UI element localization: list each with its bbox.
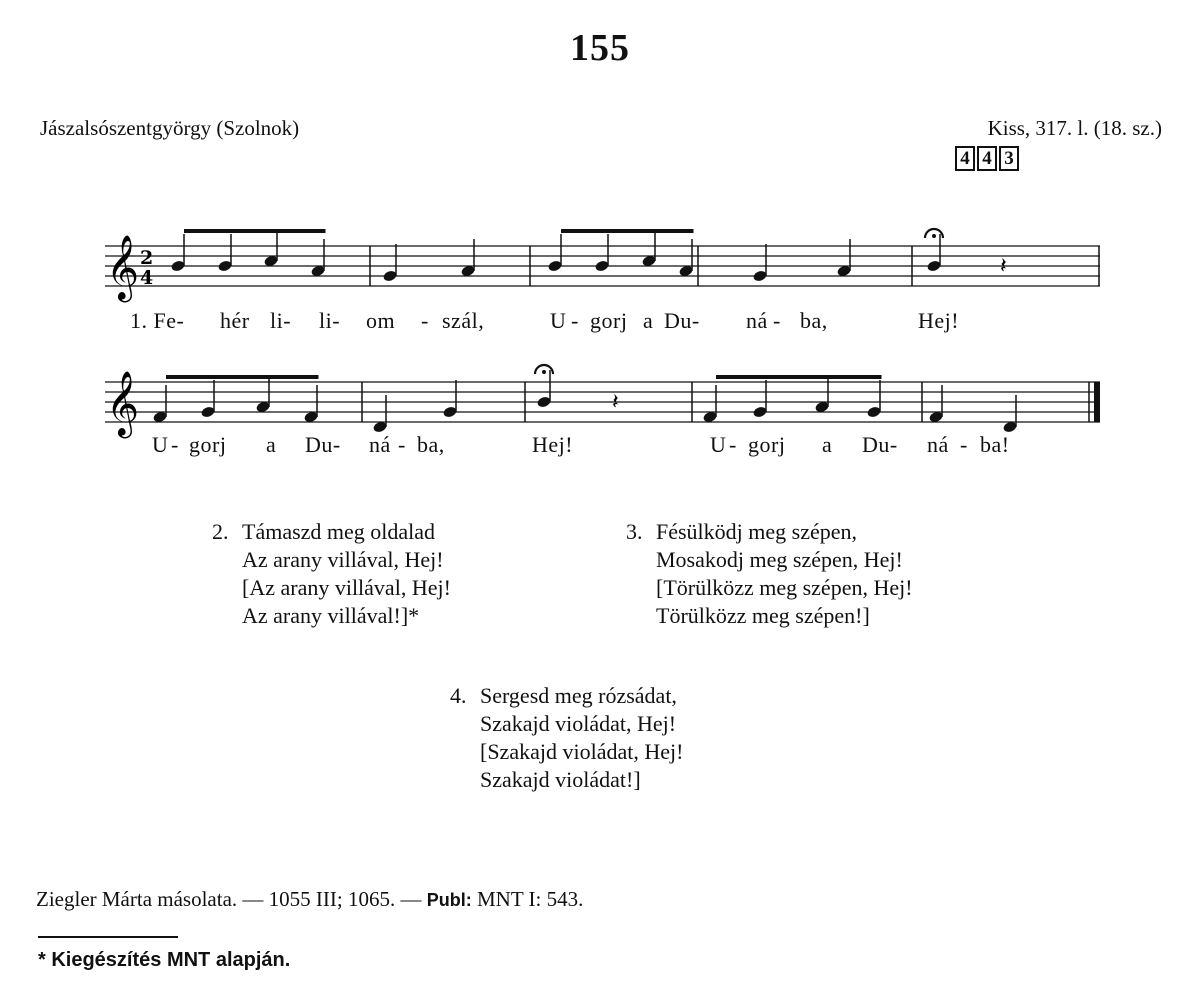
quarter-rest-icon: 𝄽 [612,390,619,415]
time-signature-bottom: 4 [140,267,154,289]
stanza-line: [Az arany villával, Hej! [242,575,451,600]
final-bar-line [1094,382,1100,422]
lyric-syllable: - [773,308,781,333]
meter-box: 3 [999,146,1019,171]
staff-1-notation [100,220,1102,310]
stanza-line: Mosakodj meg szépen, Hej! [656,547,903,572]
stanza-line: Szakajd violádat, Hej! [480,711,677,736]
lyric-syllable: om [366,308,396,333]
lyric-syllable: gorj [748,432,786,457]
lyric-syllable: a [822,432,833,457]
quarter-rest-icon: 𝄽 [1000,254,1007,279]
stanza-line: [Törülközz meg szépen, Hej! [656,575,913,600]
lyrics-line-1 [0,308,1200,338]
stanza-line: Törülközz meg szépen!] [656,603,870,628]
beam [184,229,326,233]
copy-note: Ziegler Márta másolata. — 1055 III; 1065. — [36,887,422,911]
stanza-4 [450,682,683,794]
lyric-syllable: - [421,308,429,333]
lyric-syllable: - [960,432,968,457]
lyric-syllable: - [398,432,406,457]
lyrics-line-2 [0,432,1200,462]
beam [561,229,694,233]
beam [716,375,882,379]
fermata-dot [542,370,546,374]
lyric-syllable: Hej! [918,308,960,333]
lyric-syllable: U [550,308,567,333]
stanza-line: Fésülködj meg szépen, [656,519,858,544]
lyric-syllable: U [152,432,169,457]
treble-clef-icon: 𝄞 [106,235,140,300]
treble-clef-icon: 𝄞 [106,371,140,436]
stanza-2 [212,518,451,630]
lyric-syllable: li- [319,308,341,333]
lyric-syllable: Du- [862,432,898,457]
stanza-line: Sergesd meg rózsádat, [480,683,677,708]
stanza-number: 2. [212,519,229,544]
lyric-syllable: ná [369,432,391,457]
beam [166,375,319,379]
stanza-3 [626,518,913,630]
stanza-number: 3. [626,519,643,544]
lyric-syllable: gorj [189,432,227,457]
lyric-syllable: - [571,308,579,333]
publ-value: MNT I: 543. [476,887,584,911]
stanza-line: Az arany villával, Hej! [242,547,444,572]
lyric-syllable: Du- [664,308,700,333]
page-number: 155 [570,27,630,69]
lyric-syllable: 1. Fe- [130,308,185,333]
lyric-syllable: - [729,432,737,457]
stanza-line: [Szakajd violádat, Hej! [480,739,684,764]
footnote: * Kiegészítés MNT alapján. [38,949,291,971]
lyric-syllable: szál, [442,308,485,333]
stanza-line: Szakajd violádat!] [480,767,641,792]
lyric-syllable: gorj [590,308,628,333]
stanza-number: 4. [450,683,467,708]
lyric-syllable: ba! [980,432,1010,457]
stanza-line: Az arany villával!]* [242,603,420,628]
syllable-structure-boxes [955,146,1019,171]
fermata-dot [932,234,936,238]
lyric-syllable: ba, [417,432,445,457]
footnote-divider [38,936,178,938]
lyric-syllable: - [171,432,179,457]
source-reference: Kiss, 317. l. (18. sz.) [987,116,1162,140]
lyric-syllable: ná [927,432,949,457]
source-footer [36,887,583,912]
lyric-syllable: Hej! [532,432,574,457]
stanza-line: Támaszd meg oldalad [242,519,436,544]
lyric-syllable: Du- [305,432,341,457]
publ-label: Publ: [426,890,472,910]
time-signature-top: 2 [140,247,154,269]
lyric-syllable: U [710,432,727,457]
meter-box: 4 [977,146,997,171]
lyric-syllable: a [643,308,654,333]
lyric-syllable: a [266,432,277,457]
lyric-syllable: ná [746,308,768,333]
collection-location: Jászalsószentgyörgy (Szolnok) [40,116,300,140]
lyric-syllable: ba, [800,308,828,333]
lyric-syllable: li- [270,308,292,333]
meter-box: 4 [955,146,975,171]
lyric-syllable: hér [220,308,250,333]
